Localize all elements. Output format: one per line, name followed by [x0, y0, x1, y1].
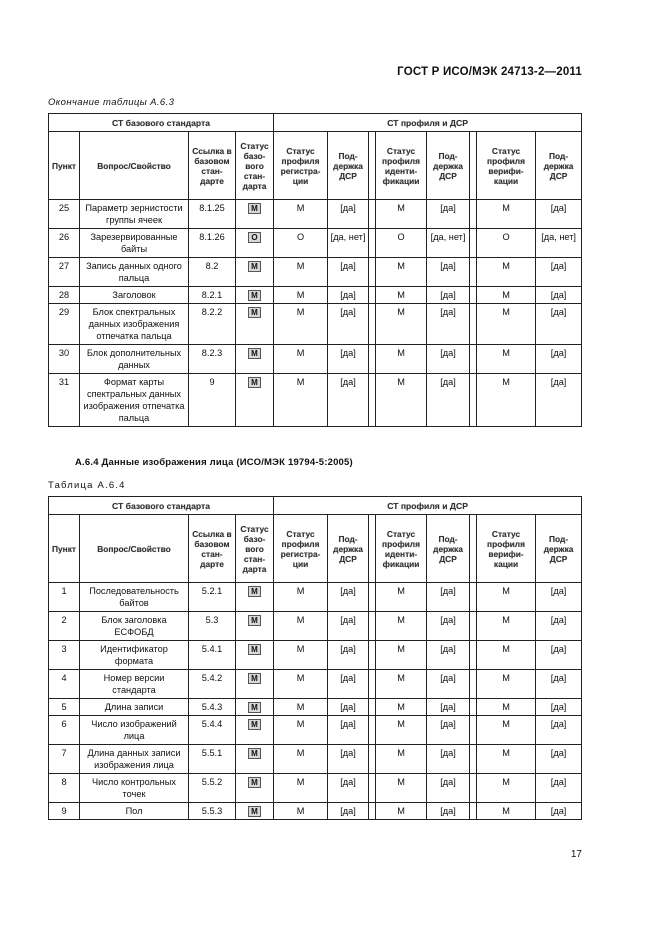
table-a64	[48, 496, 582, 820]
cell-ver-status: М	[477, 670, 536, 699]
table-a63-end	[48, 113, 582, 427]
cell-id-status: М	[376, 803, 427, 820]
cell-question: Длина записи	[80, 699, 189, 716]
cell-reference: 5.5.2	[189, 774, 236, 803]
cell-reg-support: [да]	[328, 670, 369, 699]
col-item: Пункт	[49, 132, 80, 200]
table1-caption: Окончание таблицы А.6.3	[48, 97, 175, 108]
status-badge: М	[248, 377, 261, 388]
cell-gap	[470, 716, 477, 745]
table-row	[49, 745, 582, 774]
cell-ver-status: М	[477, 612, 536, 641]
cell-reference: 8.2.1	[189, 287, 236, 304]
cell-gap	[369, 345, 376, 374]
col-reg-support: Под-держка ДСР	[328, 515, 369, 583]
status-badge: М	[248, 586, 261, 597]
cell-ver-support: [да]	[536, 716, 582, 745]
status-badge: М	[248, 719, 261, 730]
cell-base-status	[236, 583, 274, 612]
cell-id-support: [да]	[427, 716, 470, 745]
cell-ver-support: [да]	[536, 345, 582, 374]
cell-reg-status: М	[274, 374, 328, 427]
page-number: 17	[570, 849, 582, 860]
cell-question: Блок дополнительных данных	[80, 345, 189, 374]
cell-reg-support: [да]	[328, 612, 369, 641]
group-header-base: СТ базового стандарта	[49, 497, 274, 515]
cell-item: 1	[49, 583, 80, 612]
cell-gap	[470, 745, 477, 774]
cell-reference: 8.2	[189, 258, 236, 287]
cell-question: Число изображений лица	[80, 716, 189, 745]
cell-base-status	[236, 229, 274, 258]
cell-id-status: М	[376, 374, 427, 427]
cell-ver-status: М	[477, 374, 536, 427]
cell-ver-support: [да]	[536, 670, 582, 699]
col-gap	[369, 515, 376, 583]
cell-reg-status: М	[274, 200, 328, 229]
cell-gap	[470, 803, 477, 820]
cell-reg-support: [да]	[328, 374, 369, 427]
cell-reg-support: [да]	[328, 345, 369, 374]
cell-gap	[470, 670, 477, 699]
cell-reference: 9	[189, 374, 236, 427]
cell-gap	[470, 699, 477, 716]
cell-gap	[369, 374, 376, 427]
document-header: ГОСТ Р ИСО/МЭК 24713-2—2011	[397, 66, 582, 78]
cell-ver-status: М	[477, 200, 536, 229]
table-row	[49, 670, 582, 699]
cell-ver-status: М	[477, 774, 536, 803]
cell-base-status	[236, 670, 274, 699]
cell-id-support: [да]	[427, 200, 470, 229]
cell-id-support: [да, нет]	[427, 229, 470, 258]
cell-id-status: М	[376, 583, 427, 612]
cell-item: 31	[49, 374, 80, 427]
col-question: Вопрос/Свойство	[80, 515, 189, 583]
cell-gap	[369, 670, 376, 699]
status-badge: М	[248, 702, 261, 713]
cell-reg-status: М	[274, 670, 328, 699]
cell-id-status: М	[376, 612, 427, 641]
cell-base-status	[236, 200, 274, 229]
cell-base-status	[236, 612, 274, 641]
col-reg-status: Статус профиля регистра-ции	[274, 132, 328, 200]
cell-ver-support: [да]	[536, 612, 582, 641]
cell-ver-status: М	[477, 803, 536, 820]
cell-reg-support: [да]	[328, 699, 369, 716]
cell-ver-support: [да]	[536, 200, 582, 229]
cell-item: 29	[49, 304, 80, 345]
cell-gap	[369, 200, 376, 229]
cell-reg-status: М	[274, 803, 328, 820]
cell-reg-status: М	[274, 345, 328, 374]
cell-reference: 8.1.26	[189, 229, 236, 258]
cell-gap	[470, 774, 477, 803]
cell-reference: 5.4.3	[189, 699, 236, 716]
cell-id-support: [да]	[427, 374, 470, 427]
status-badge: М	[248, 348, 261, 359]
cell-id-status: М	[376, 670, 427, 699]
cell-reg-status: М	[274, 641, 328, 670]
table-row	[49, 803, 582, 820]
col-reg-status: Статус профиля регистра-ции	[274, 515, 328, 583]
cell-reference: 5.2.1	[189, 583, 236, 612]
col-question: Вопрос/Свойство	[80, 132, 189, 200]
cell-question: Формат карты спектральных данных изображения отпечатка пальца	[80, 374, 189, 427]
cell-reg-support: [да]	[328, 716, 369, 745]
cell-id-status: М	[376, 200, 427, 229]
cell-ver-support: [да]	[536, 699, 582, 716]
cell-gap	[369, 774, 376, 803]
cell-ver-support: [да, нет]	[536, 229, 582, 258]
cell-gap	[470, 374, 477, 427]
cell-ver-status: М	[477, 716, 536, 745]
cell-id-status: О	[376, 229, 427, 258]
table-row	[49, 287, 582, 304]
status-badge: М	[248, 261, 261, 272]
cell-id-support: [да]	[427, 612, 470, 641]
table2-caption: Таблица А.6.4	[48, 480, 126, 491]
status-badge: М	[248, 615, 261, 626]
cell-ver-status: М	[477, 304, 536, 345]
cell-gap	[369, 583, 376, 612]
cell-id-support: [да]	[427, 670, 470, 699]
status-badge: М	[248, 777, 261, 788]
cell-gap	[470, 345, 477, 374]
group-header-profile: СТ профиля и ДСР	[274, 497, 582, 515]
cell-item: 25	[49, 200, 80, 229]
cell-gap	[369, 745, 376, 774]
table-row	[49, 258, 582, 287]
cell-base-status	[236, 304, 274, 345]
status-badge: М	[248, 806, 261, 817]
cell-gap	[470, 200, 477, 229]
cell-id-status: М	[376, 699, 427, 716]
table-row	[49, 345, 582, 374]
cell-reg-status: М	[274, 287, 328, 304]
cell-question: Пол	[80, 803, 189, 820]
table-row	[49, 304, 582, 345]
cell-id-support: [да]	[427, 774, 470, 803]
cell-item: 7	[49, 745, 80, 774]
table-row	[49, 641, 582, 670]
cell-reference: 5.5.1	[189, 745, 236, 774]
cell-item: 30	[49, 345, 80, 374]
cell-reference: 8.2.2	[189, 304, 236, 345]
col-id-status: Статус профиля иденти-фикации	[376, 132, 427, 200]
cell-ver-status: М	[477, 699, 536, 716]
cell-item: 3	[49, 641, 80, 670]
cell-reference: 8.2.3	[189, 345, 236, 374]
cell-gap	[369, 641, 376, 670]
cell-gap	[369, 258, 376, 287]
cell-id-support: [да]	[427, 583, 470, 612]
cell-question: Число контрольных точек	[80, 774, 189, 803]
group-header-profile: СТ профиля и ДСР	[274, 114, 582, 132]
cell-id-status: М	[376, 287, 427, 304]
cell-item: 4	[49, 670, 80, 699]
status-badge: М	[248, 644, 261, 655]
status-badge: О	[248, 232, 260, 243]
cell-ver-status: М	[477, 345, 536, 374]
cell-reg-support: [да]	[328, 258, 369, 287]
status-badge: М	[248, 290, 261, 301]
cell-gap	[369, 803, 376, 820]
cell-reference: 5.3	[189, 612, 236, 641]
table-row	[49, 716, 582, 745]
cell-id-status: М	[376, 304, 427, 345]
status-badge: М	[248, 203, 261, 214]
cell-gap	[369, 699, 376, 716]
col-base-status: Статус базо-вого стан-дарта	[236, 515, 274, 583]
cell-reg-support: [да]	[328, 304, 369, 345]
cell-question: Запись данных одного пальца	[80, 258, 189, 287]
cell-ver-support: [да]	[536, 641, 582, 670]
cell-ver-support: [да]	[536, 745, 582, 774]
cell-ver-status: М	[477, 287, 536, 304]
cell-id-support: [да]	[427, 304, 470, 345]
cell-ver-support: [да]	[536, 374, 582, 427]
cell-reg-support: [да]	[328, 803, 369, 820]
col-id-support: Под-держка ДСР	[427, 515, 470, 583]
col-gap	[470, 515, 477, 583]
cell-question: Блок спектральных данных изображения отпечатка пальца	[80, 304, 189, 345]
col-gap	[470, 132, 477, 200]
cell-ver-status: М	[477, 745, 536, 774]
status-badge: М	[248, 307, 261, 318]
cell-item: 6	[49, 716, 80, 745]
cell-base-status	[236, 374, 274, 427]
cell-question: Блок заголовка ЕСФОБД	[80, 612, 189, 641]
cell-gap	[369, 304, 376, 345]
table-row	[49, 774, 582, 803]
cell-reg-status: М	[274, 612, 328, 641]
col-id-support: Под-держка ДСР	[427, 132, 470, 200]
cell-base-status	[236, 699, 274, 716]
cell-question: Параметр зернистости группы ячеек	[80, 200, 189, 229]
cell-reference: 5.4.2	[189, 670, 236, 699]
cell-id-status: М	[376, 641, 427, 670]
col-id-status: Статус профиля иденти-фикации	[376, 515, 427, 583]
col-ver-status: Статус профиля верифи-кации	[477, 515, 536, 583]
cell-item: 27	[49, 258, 80, 287]
cell-id-support: [да]	[427, 258, 470, 287]
cell-question: Идентификатор формата	[80, 641, 189, 670]
cell-reg-status: М	[274, 745, 328, 774]
col-reg-support: Под-держка ДСР	[328, 132, 369, 200]
cell-reg-support: [да]	[328, 200, 369, 229]
cell-reg-status: О	[274, 229, 328, 258]
cell-gap	[470, 583, 477, 612]
cell-gap	[470, 287, 477, 304]
col-gap	[369, 132, 376, 200]
cell-ver-support: [да]	[536, 774, 582, 803]
cell-question: Длина данных записи изображения лица	[80, 745, 189, 774]
col-ver-support: Под-держка ДСР	[536, 515, 582, 583]
cell-reg-status: М	[274, 258, 328, 287]
cell-gap	[470, 612, 477, 641]
cell-base-status	[236, 774, 274, 803]
cell-base-status	[236, 745, 274, 774]
cell-question: Последовательность байтов	[80, 583, 189, 612]
cell-ver-status: М	[477, 583, 536, 612]
cell-reg-status: М	[274, 699, 328, 716]
cell-reg-support: [да]	[328, 641, 369, 670]
cell-id-support: [да]	[427, 287, 470, 304]
cell-id-support: [да]	[427, 803, 470, 820]
group-header-base: СТ базового стандарта	[49, 114, 274, 132]
cell-id-support: [да]	[427, 641, 470, 670]
cell-gap	[369, 229, 376, 258]
cell-gap	[369, 612, 376, 641]
table-row	[49, 583, 582, 612]
section-title: А.6.4 Данные изображения лица (ИСО/МЭК 19794-5:2005)	[75, 457, 353, 468]
cell-item: 2	[49, 612, 80, 641]
table-row	[49, 699, 582, 716]
status-badge: М	[248, 748, 261, 759]
col-item: Пункт	[49, 515, 80, 583]
table-row	[49, 229, 582, 258]
cell-base-status	[236, 716, 274, 745]
cell-question: Номер версии стандарта	[80, 670, 189, 699]
cell-reg-status: М	[274, 304, 328, 345]
status-badge: М	[248, 673, 261, 684]
cell-id-status: М	[376, 258, 427, 287]
cell-item: 9	[49, 803, 80, 820]
cell-ver-support: [да]	[536, 304, 582, 345]
table-row	[49, 374, 582, 427]
cell-id-status: М	[376, 774, 427, 803]
cell-question: Зарезервированные байты	[80, 229, 189, 258]
cell-base-status	[236, 641, 274, 670]
cell-reg-status: М	[274, 774, 328, 803]
col-ver-status: Статус профиля верифи-кации	[477, 132, 536, 200]
cell-base-status	[236, 258, 274, 287]
cell-id-support: [да]	[427, 699, 470, 716]
cell-ver-status: М	[477, 641, 536, 670]
cell-id-support: [да]	[427, 745, 470, 774]
cell-gap	[369, 287, 376, 304]
cell-ver-support: [да]	[536, 583, 582, 612]
cell-reference: 5.5.3	[189, 803, 236, 820]
cell-reference: 5.4.4	[189, 716, 236, 745]
cell-ver-support: [да]	[536, 258, 582, 287]
cell-reg-support: [да]	[328, 287, 369, 304]
cell-reg-support: [да]	[328, 745, 369, 774]
cell-item: 5	[49, 699, 80, 716]
cell-id-status: М	[376, 345, 427, 374]
cell-reg-support: [да]	[328, 774, 369, 803]
cell-gap	[470, 229, 477, 258]
cell-base-status	[236, 803, 274, 820]
cell-base-status	[236, 287, 274, 304]
cell-ver-status: О	[477, 229, 536, 258]
col-reference: Ссылка в базовом стан-дарте	[189, 132, 236, 200]
table-row	[49, 200, 582, 229]
cell-reg-support: [да, нет]	[328, 229, 369, 258]
col-reference: Ссылка в базовом стан-дарте	[189, 515, 236, 583]
cell-id-status: М	[376, 716, 427, 745]
cell-ver-support: [да]	[536, 287, 582, 304]
cell-ver-status: М	[477, 258, 536, 287]
cell-gap	[369, 716, 376, 745]
cell-gap	[470, 258, 477, 287]
cell-reference: 8.1.25	[189, 200, 236, 229]
cell-ver-support: [да]	[536, 803, 582, 820]
col-base-status: Статус базо-вого стан-дарта	[236, 132, 274, 200]
cell-id-support: [да]	[427, 345, 470, 374]
cell-item: 8	[49, 774, 80, 803]
cell-reg-support: [да]	[328, 583, 369, 612]
cell-reg-status: М	[274, 583, 328, 612]
cell-gap	[470, 304, 477, 345]
cell-item: 28	[49, 287, 80, 304]
cell-id-status: М	[376, 745, 427, 774]
cell-item: 26	[49, 229, 80, 258]
col-ver-support: Под-держка ДСР	[536, 132, 582, 200]
cell-reg-status: М	[274, 716, 328, 745]
cell-base-status	[236, 345, 274, 374]
table-row	[49, 612, 582, 641]
cell-question: Заголовок	[80, 287, 189, 304]
cell-gap	[470, 641, 477, 670]
cell-reference: 5.4.1	[189, 641, 236, 670]
